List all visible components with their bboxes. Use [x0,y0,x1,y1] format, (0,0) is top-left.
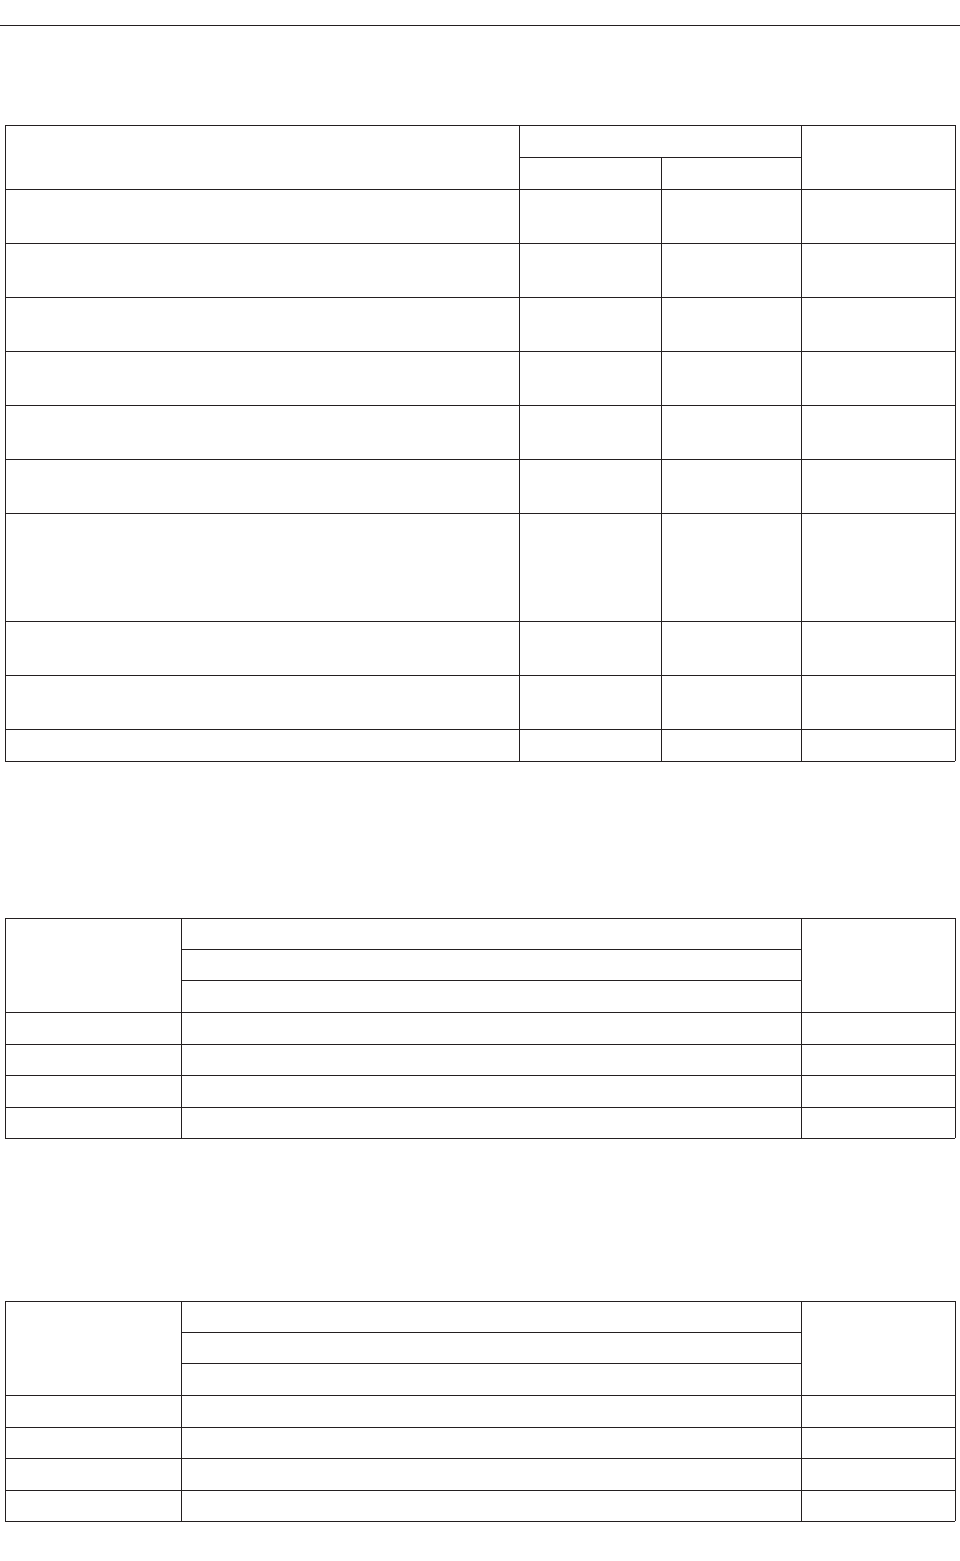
table1-divider-subjects [519,125,520,761]
table2-left-border [5,918,6,1138]
running-header [0,0,960,25]
table2-subgroup-rule [181,980,801,981]
table3-left-border [5,1301,6,1521]
table1-subheader-rule [519,157,801,158]
table1-top-rule [5,125,955,126]
table1-header-bottom-rule [5,189,955,190]
table1-row-rule [5,621,955,622]
table2-row-rule [5,1075,955,1076]
table3-row-rule [5,1458,955,1459]
table1-row-rule [5,405,955,406]
table1-right-border [955,125,956,761]
table2-header-bottom-rule [5,1012,955,1013]
table2-right-border [955,918,956,1138]
table2-group-rule [181,949,801,950]
table2-top-rule [5,918,955,919]
table3-subgroup-rule [181,1363,801,1364]
table1-bottom-rule [5,761,955,762]
table1-divider-pct [661,157,662,761]
table1-left-border [5,125,6,761]
header-rule [0,25,960,26]
table1-divider-level [801,125,802,761]
table1-row-rule [5,513,955,514]
table3-header-bottom-rule [5,1395,955,1396]
table3-top-rule [5,1301,955,1302]
table2-bottom-rule [5,1138,955,1139]
table3-row-rule [5,1427,955,1428]
table3-bottom-rule [5,1521,955,1522]
table1-row-rule [5,729,955,730]
table2-row-rule [5,1107,955,1108]
table3-divider-group [181,1301,182,1521]
table3-row-rule [5,1490,955,1491]
table2-row-rule [5,1044,955,1045]
table2-divider-chi [801,918,802,1138]
table1-row-rule [5,297,955,298]
table1-row-rule [5,459,955,460]
table3-right-border [955,1301,956,1521]
table1-row-rule [5,351,955,352]
table1-row-rule [5,675,955,676]
table3-divider-chi [801,1301,802,1521]
table2-divider-group [181,918,182,1138]
table3-group-rule [181,1332,801,1333]
table1-row-rule [5,243,955,244]
